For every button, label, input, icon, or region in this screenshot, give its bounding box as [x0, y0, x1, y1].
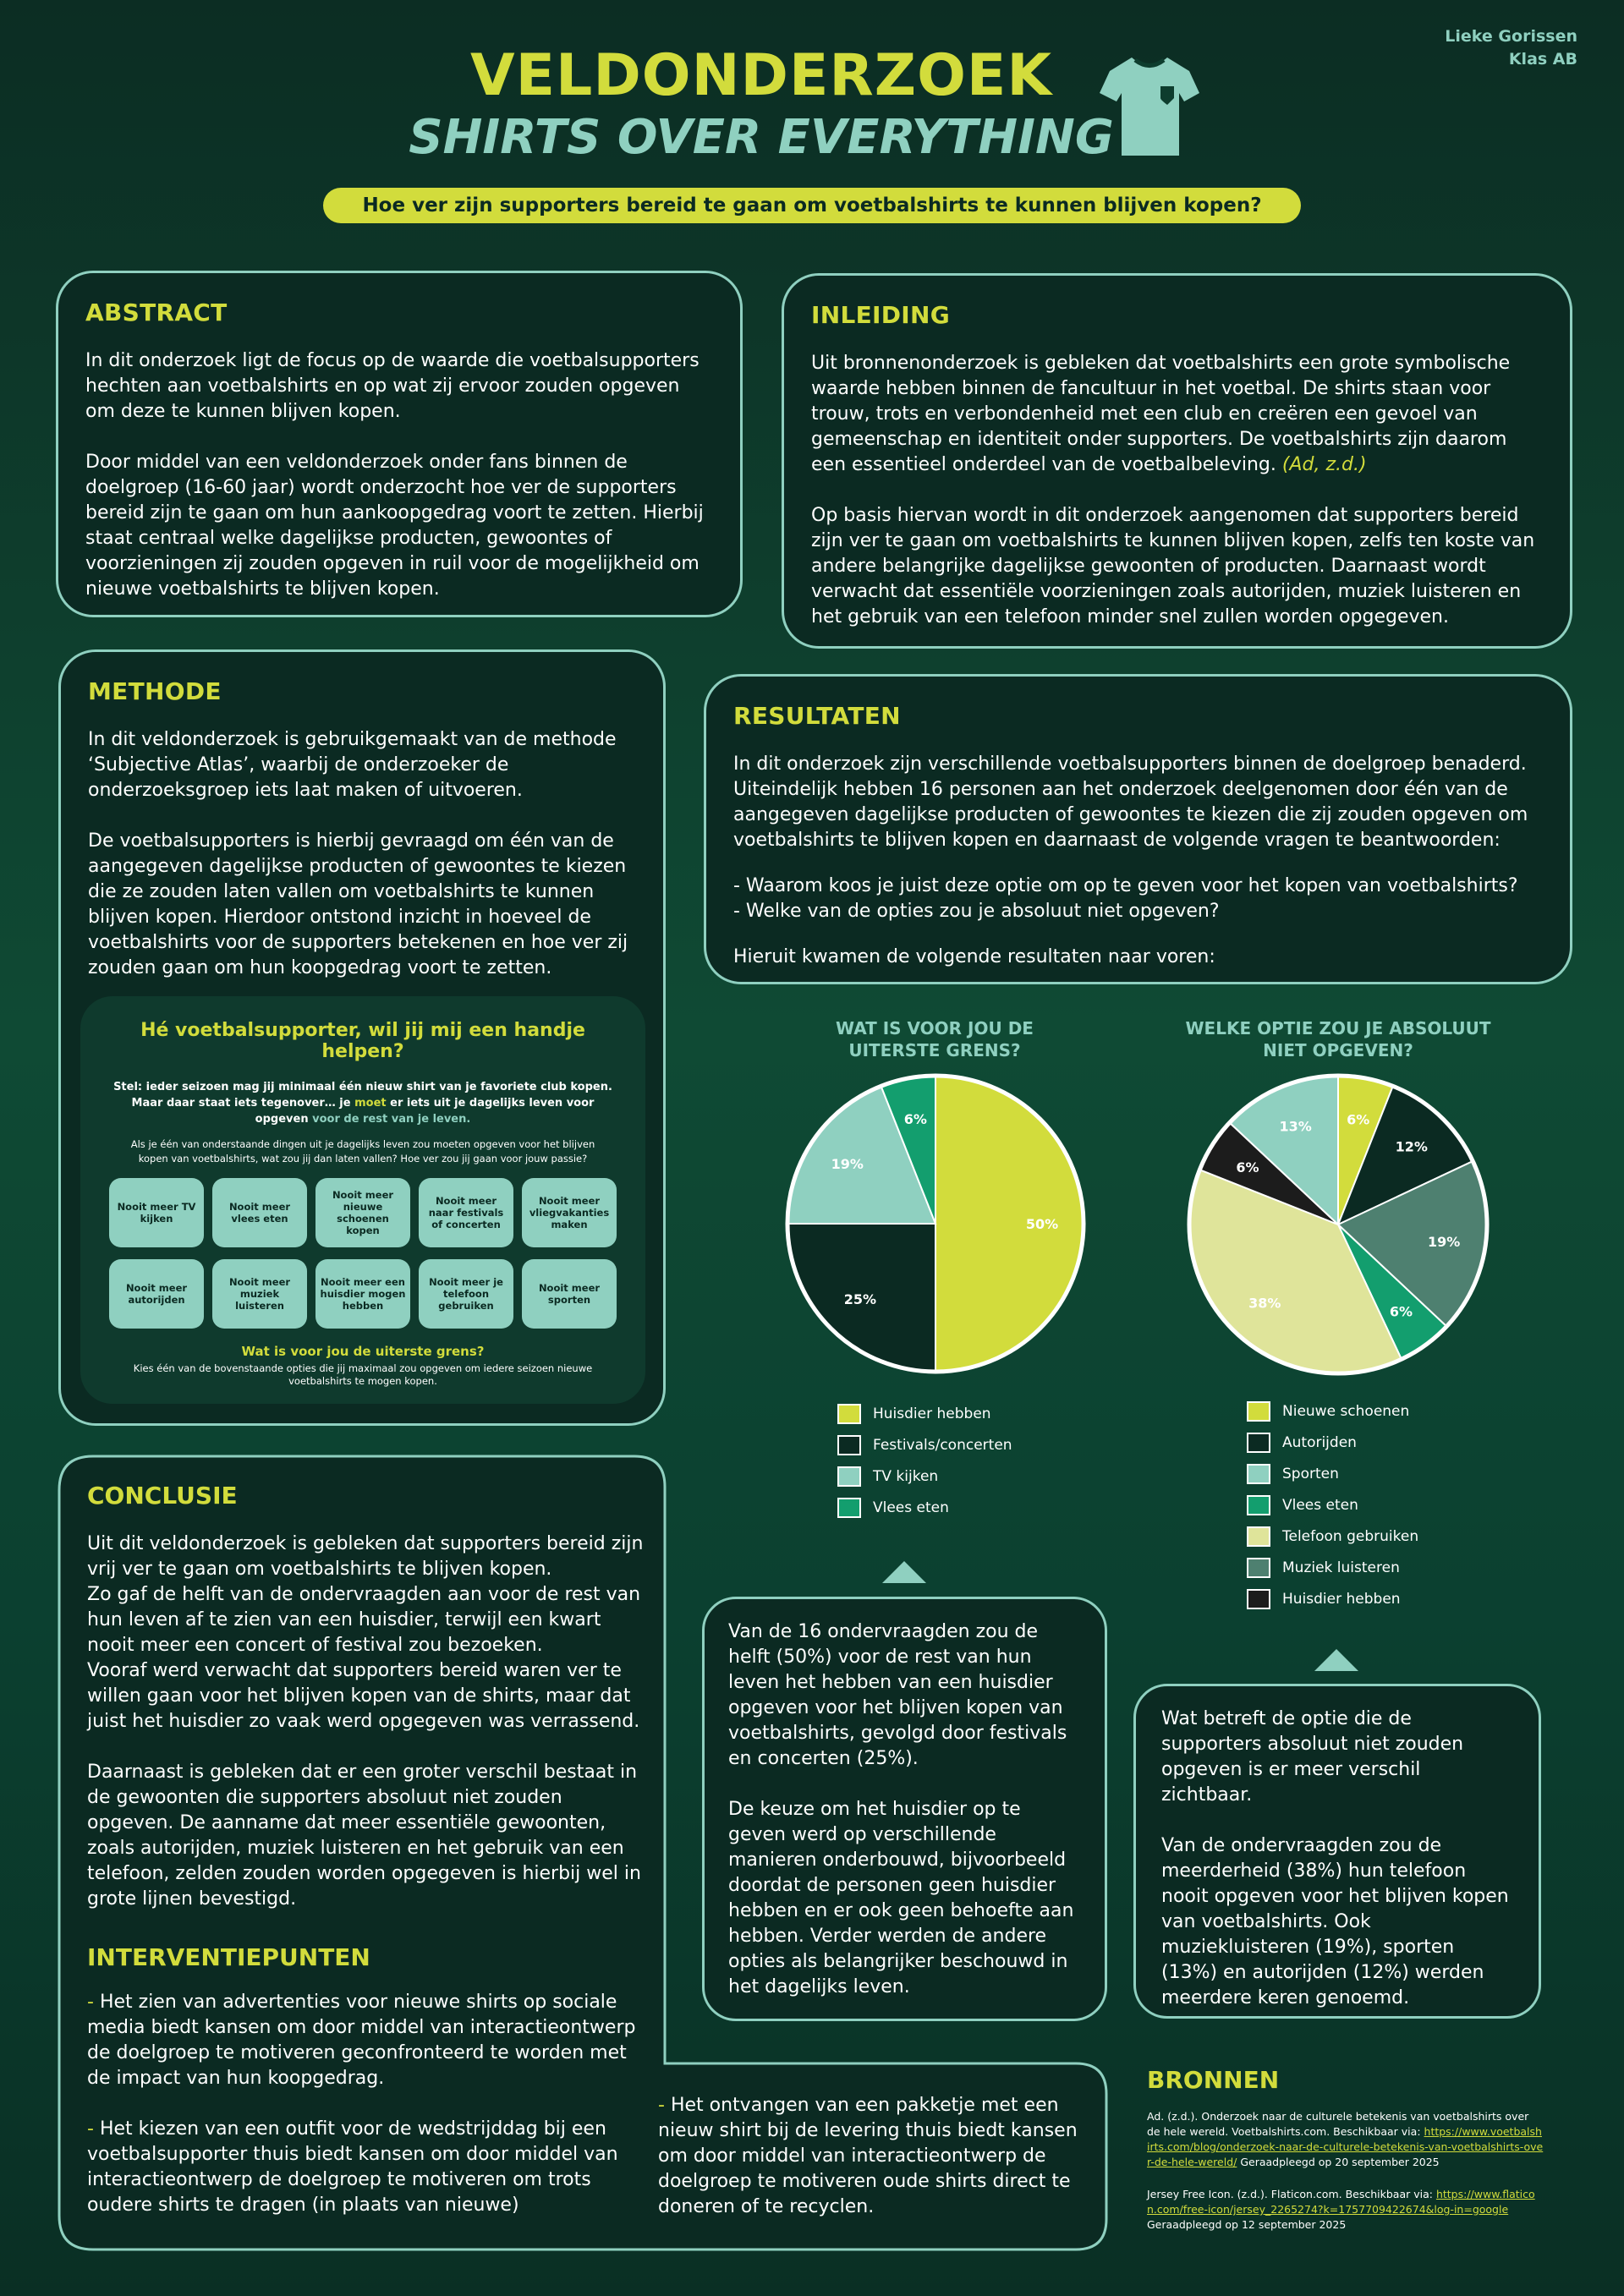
reference-1-text: Ad. (z.d.). Onderzoek naar de culturele betekenis van voetbalshirts over de hele wereld. Voetbalshirts.com. Beschikbaar via: [1147, 2110, 1529, 2138]
pie-label: 6% [1236, 1159, 1259, 1176]
resultaten-question-1: - Waarom koos je juist deze optie om op te geven voor het kopen van voetbalshirts? [733, 875, 1518, 896]
abstract-paragraph-1: In dit onderzoek ligt de focus op de waarde die voetbalsupporters hechten aan voetbalshirts en op wat zij ervoor zouden opgeven om deze te kunnen blijven kopen. [85, 350, 700, 422]
chart-1-title: WAT IS VOOR JOU DE UITERSTE GRENS? [836, 1018, 1034, 1060]
reference-2-text: Jersey Free Icon. (z.d.). Flaticon.com. Beschikbaar via: [1147, 2188, 1436, 2200]
page-title: VELDONDERZOEK [469, 42, 1053, 109]
reference-1-date: Geraadpleegd op 20 september 2025 [1237, 2156, 1440, 2168]
result-box-1-paragraph-1: Van de 16 ondervraagden zou de helft (50%) voor de rest van hun leven het hebben van een huisdier opgeven voor het blijven kopen van voetbalshirts, gevolgd door festivals en concerten (25%). [728, 1621, 1067, 1769]
conclusie-section [87, 1482, 645, 1912]
interventie-point-3-block [658, 2093, 1089, 2220]
resultaten-heading: RESULTATEN [733, 702, 901, 730]
survey-option: Nooit meer autorijden [109, 1259, 204, 1329]
inleiding-citation: (Ad, z.d.) [1281, 454, 1367, 475]
bullet-dash: - [87, 2118, 94, 2140]
survey-option: Nooit meer een huisdier mogen hebben [315, 1259, 410, 1329]
bronnen-section [1147, 2066, 1544, 2249]
survey-question-text: Als je één van onderstaande dingen uit je dagelijks leven zou moeten opgeven voor het blijven kopen van voetbalshirts, wat zou jij dan laten vallen? Hoe ver zou jij gaan voor jouw passie? [130, 1138, 595, 1164]
pie-label: 12% [1395, 1138, 1428, 1155]
research-question-banner: Hoe ver zijn supporters bereid te gaan om voetbalshirts te kunnen blijven kopen? [323, 188, 1301, 223]
legend-label: Huisdier hebben [1282, 1590, 1401, 1608]
abstract-paragraph-2: Door middel van een veldonderzoek onder fans binnen de doelgroep (16-60 jaar) wordt onderzocht hoe ver de supporters bereid zijn te gaan om hun aankoopgedrag voort te zetten. Hierbij staat centraal welke dagelijkse producten, gewoontes of voorzieningen zij zouden opgeven in ruil voor de mogelijkheid om nieuwe voetbalshirts te blijven kopen. [85, 452, 704, 600]
pie-label: 38% [1248, 1295, 1281, 1312]
survey-option: Nooit meer muziek luisteren [212, 1259, 307, 1329]
interventie-section [87, 1943, 645, 2218]
legend-label: Vlees eten [1282, 1496, 1358, 1514]
survey-option: Nooit meer sporten [522, 1259, 617, 1329]
pie-label: 50% [1025, 1216, 1059, 1232]
reference-2-link[interactable]: https://www.flaticon.com/free-icon/jersey_2265274?k=1757709422674&log-in=google [1147, 2188, 1535, 2216]
inleiding-heading: INLEIDING [811, 301, 951, 329]
abstract-heading: ABSTRACT [85, 299, 228, 326]
pie-label: 19% [831, 1156, 864, 1173]
survey-option: Nooit meer je telefoon gebruiken [419, 1259, 513, 1329]
conclusie-paragraph-1: Uit dit veldonderzoek is gebleken dat supporters bereid zijn vrij ver te gaan om voetbalshirts te blijven kopen. Zo gaf de helft van de ondervraagden aan voor de rest van hun leven af te zien van een huisdier, terwijl een kwart nooit meer een concert of festival zou bezoeken. Vooraf werd verwacht dat supporters bereid waren ver te willen gaan voor het blijven kopen van de shirts, maar dat juist het huisdier zo vaak werd opgegeven was verrassend. [87, 1533, 644, 1732]
bullet-dash: - [87, 1992, 94, 2013]
legend-label: TV kijken [873, 1467, 939, 1485]
methode-heading: METHODE [88, 677, 222, 705]
survey-footer: Kies één van de bovenstaande opties die jij maximaal zou opgeven om iedere seizoen nieuwe voetbalshirts te mogen kopen. [133, 1362, 593, 1387]
conclusie-heading: CONCLUSIE [87, 1482, 238, 1510]
result-box-1-paragraph-2: De keuze om het huisdier op te geven werd op verschillende manieren onderbouwd, bijvoorbeeld doordat de personen geen huisdier hebben en er ook geen behoefte aan hebben. Verder werden de andere opties als belangrijker beschouwd in het dagelijks leven. [728, 1799, 1074, 1997]
interventie-point-3-text: Het ontvangen van een pakketje met een nieuw shirt bij de levering thuis biedt kansen om door middel van interactieontwerp de doelgroep te motiveren oude shirts direct te doneren of te recyclen. [658, 2095, 1078, 2217]
survey-intro-a: Stel: ieder seizoen mag jij minimaal één nieuw shirt van je favoriete club kopen. Maar daar staat iets tegenover… je [113, 1081, 612, 1110]
legend-label: Telefoon gebruiken [1282, 1527, 1419, 1545]
legend-label: Autorijden [1282, 1433, 1357, 1451]
methode-paragraph-2: De voetbalsupporters is hierbij gevraagd om één van de aangegeven dagelijkse producten of gewoontes te kiezen die ze zouden laten vallen om voetbalshirts te kunnen blijven kopen. Hierdoor ontstond inzicht in hoeveel de voetbalshirts voor de supporters betekenen en hoe ver zij zouden gaan om hun koopgedrag voort te zetten. [88, 830, 628, 978]
survey-option: Nooit meer TV kijken [109, 1178, 204, 1247]
pie-label: 13% [1279, 1118, 1312, 1135]
resultaten-question-2: - Welke van de opties zou je absoluut niet opgeven? [733, 901, 1220, 922]
inleiding-text-1: Uit bronnenonderzoek is gebleken dat voetbalshirts een grote symbolische waarde hebben binnen de fancultuur in het voetbal. De shirts staan voor trouw, trots en verbondenheid met een club en creëren een gevoel van gemeenschap en identiteit onder supporters. De voetbalshirts zijn daarom een essentieel onderdeel van de voetbalbeleving. [811, 353, 1511, 475]
pie-label: 19% [1428, 1233, 1461, 1250]
survey-title: Hé voetbalsupporter, wil jij mij een handje helpen? [140, 1020, 585, 1062]
reference-1 [1147, 2109, 1544, 2170]
interventie-point-2 [87, 2117, 645, 2218]
inleiding-paragraph-2: Op basis hiervan wordt in dit onderzoek aangenomen dat supporters bereid zijn ver te gaan om voetbalshirts te kunnen blijven kopen, zelfs ten koste van andere belangrijke dagelijkse gewoonten of producten. Daarnaast wordt verwacht dat essentiële voorzieningen zoals autorijden, muziek luisteren en het gebruik van een telefoon minder snel zullen worden opgegeven. [811, 505, 1535, 627]
pie-label: 6% [1389, 1303, 1413, 1320]
reference-2 [1147, 2187, 1544, 2233]
chart-2-title: WELKE OPTIE ZOU JE ABSOLUUT NIET OPGEVEN? [1185, 1018, 1491, 1060]
survey-intro-b: moet [354, 1097, 387, 1110]
legend-label: Huisdier hebben [873, 1405, 991, 1422]
legend-label: Vlees eten [873, 1499, 949, 1516]
interventie-heading: INTERVENTIEPUNTEN [87, 1943, 370, 1971]
survey-option: Nooit meer naar festivals of concerten [419, 1178, 513, 1247]
methode-paragraph-1: In dit veldonderzoek is gebruikgemaakt van de methode ‘Subjective Atlas’, waarbij de onderzoeker de onderzoeksgroep iets laat maken of uitvoeren. [88, 729, 617, 801]
resultaten-paragraph-1: In dit onderzoek zijn verschillende voetbalsupporters binnen de doelgroep benaderd. Uiteindelijk hebben 16 personen aan het onderzoek deelgenomen door één van de aangegeven dagelijkse producten of gewoontes te kiezen die zij zouden opgeven om voetbalshirts te blijven kopen en daarnaast de volgende vragen te beantwoorden: [733, 753, 1528, 851]
interventie-point-1-text: Het zien van advertenties voor nieuwe shirts op sociale media biedt kansen om door middel van interactieontwerp de doelgroep te motiveren geconfronteerd te worden met de impact van hun koopgedrag. [87, 1992, 636, 2089]
survey-option: Nooit meer vliegvakanties maken [522, 1178, 617, 1247]
legend-label: Muziek luisteren [1282, 1559, 1400, 1576]
pie-label: 6% [903, 1111, 927, 1128]
legend-label: Sporten [1282, 1465, 1339, 1482]
result-box-2-paragraph-2: Van de ondervraagden zou de meerderheid (38%) hun telefoon nooit opgeven voor het blijven kopen van voetbalshirts. Ook muziekluisteren (19%), sporten (13%) en autorijden (12%) werden meerdere keren genoemd. [1161, 1835, 1509, 2008]
pie-label: 6% [1347, 1111, 1370, 1128]
resultaten-paragraph-2: Hieruit kwamen de volgende resultaten naar voren: [733, 946, 1215, 967]
author-class: Klas AB [1508, 50, 1577, 68]
bronnen-heading: BRONNEN [1147, 2066, 1280, 2094]
conclusie-paragraph-2: Daarnaast is gebleken dat er een groter verschil bestaat in de gewoonten die supporters absoluut niet zouden opgeven. De aanname dat meer essentiële gewoonten, zoals autorijden, muziek luisteren en het gebruik van een telefoon, zelden zouden worden opgegeven is hierbij wel in grote lijnen bevestigd. [87, 1762, 641, 1910]
interventie-point-2-text: Het kiezen van een outfit voor de wedstrijddag bij een voetbalsupporter thuis biedt kansen om door middel van interactieontwerp de doelgroep te motiveren om trots oudere shirts te dragen (in plaats van nieuwe) [87, 2118, 618, 2216]
result-box-2-paragraph-1: Wat betreft de optie die de supporters absoluut niet zouden opgeven is er meer verschil zichtbaar. [1161, 1708, 1464, 1806]
legend-label: Nieuwe schoenen [1282, 1402, 1410, 1420]
legend-label: Festivals/concerten [873, 1436, 1012, 1454]
page-subtitle: SHIRTS OVER EVERYTHING [409, 110, 1114, 165]
interventie-point-3 [658, 2093, 1089, 2220]
reference-1-link[interactable]: https://www.voetbalshirts.com/blog/onderzoek-naar-de-culturele-betekenis-van-voetbalshirts-over-de-hele-wereld/ [1147, 2125, 1544, 2168]
survey-final-question: Wat is voor jou de uiterste grens? [241, 1344, 485, 1359]
bullet-dash: - [658, 2095, 665, 2116]
reference-2-date: Geraadpleegd op 12 september 2025 [1147, 2218, 1347, 2231]
survey-option: Nooit meer nieuwe schoenen kopen [315, 1178, 410, 1247]
pie-label: 25% [843, 1291, 877, 1308]
interventie-point-1 [87, 1990, 645, 2091]
survey-intro-d: voor de rest van je leven. [312, 1113, 471, 1126]
survey-intro-c: er iets uit je dagelijks leven voor opgeven [255, 1097, 595, 1126]
survey-option: Nooit meer vlees eten [212, 1178, 307, 1247]
author-name: Lieke Gorissen [1445, 27, 1577, 46]
